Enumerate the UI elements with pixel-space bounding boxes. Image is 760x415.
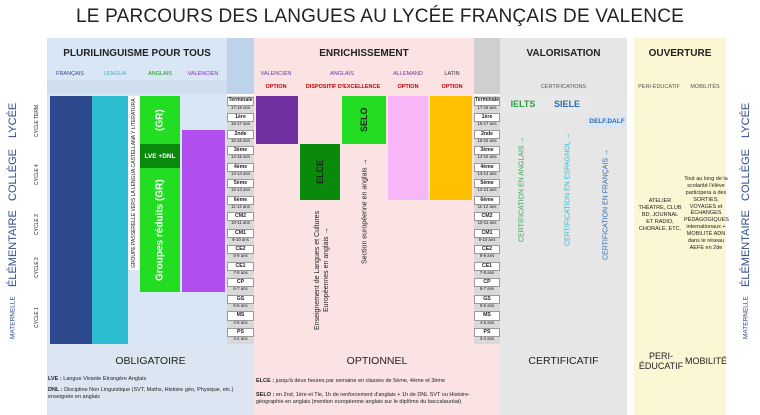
grade-age: 6-7 ans xyxy=(233,286,248,292)
grade-age: 8-9 ans xyxy=(233,253,248,259)
grade-age: 10-11 ans xyxy=(231,220,250,226)
level-lycee-left: LYCÉE xyxy=(7,102,19,138)
bar-enr-allemand xyxy=(388,96,428,200)
siele-badge: SIELE xyxy=(546,96,588,112)
grade-age: 5-6 ans xyxy=(233,302,248,308)
grade-name: 2nde xyxy=(474,130,500,139)
footer-certificatif: CERTIFICATIF xyxy=(528,355,599,367)
sub-francais: FRANÇAIS xyxy=(56,71,84,77)
legend-dnl-abbr: DNL : xyxy=(48,387,63,393)
grade-name: 1ère xyxy=(474,113,500,122)
grade-age: 16-17 ans xyxy=(230,121,251,127)
grade-name: CE2 xyxy=(474,245,500,254)
grade-name: MS xyxy=(474,311,500,320)
grade-name: 4ème xyxy=(227,163,254,172)
grade-name: Terminale xyxy=(474,97,500,106)
option-valencien: OPTION xyxy=(265,84,287,90)
cert-francais: CERTIFICATION EN FRANÇAIS → xyxy=(602,149,610,261)
grade-name: 3ème xyxy=(474,146,500,155)
delf-badge: DELF.DALF xyxy=(588,115,626,128)
level-elementaire-left: ÉLÉMENTAIRE xyxy=(7,210,19,288)
grade-name: CP xyxy=(474,278,500,287)
cert-espagnol: CERTIFICATION EN ESPAGNOL → xyxy=(564,132,572,246)
level-college-right: COLLÈGE xyxy=(740,149,752,201)
grade-name: 6ème xyxy=(474,196,500,205)
grade-spine-left xyxy=(227,96,254,344)
grade-name: 5ème xyxy=(227,179,254,188)
cycle-4: CYCLE 4 xyxy=(34,164,40,186)
grade-name: CE1 xyxy=(474,262,500,271)
grade-name: GS xyxy=(474,295,500,304)
grade-age: 14-15 ans xyxy=(477,154,497,160)
footer-mobilite: MOBILITÉ xyxy=(684,356,727,366)
grade-name: 5ème xyxy=(474,179,500,188)
grade-name: CE2 xyxy=(227,245,254,254)
legend-dnl-def: Discipline Non Linguistique (SVT, Maths, Histoire géo, Physique, etc.) enseignée en anglais xyxy=(48,387,234,400)
grade-name: 2nde xyxy=(227,130,254,139)
passerelle-label: GROUPE PASSERELLE VERS LA LENGUA CASTELLANA Y LITERATURA xyxy=(131,98,137,268)
grade-age: 8-9 ans xyxy=(479,253,495,259)
grade-age: 17-18 ans xyxy=(230,104,251,110)
enrichissement-header: ENRICHISSEMENT xyxy=(319,47,409,59)
grade-name: 1ère xyxy=(227,113,254,122)
grade-name: CM1 xyxy=(227,229,254,238)
grade-age: 17-18 ans xyxy=(477,104,497,110)
peri-educatif-text: ATELIER THÉATRE, CLUB BD, JOURNAL ET RADIO, CHORALE, ETC. xyxy=(638,198,682,232)
elce-label: ELCE xyxy=(315,160,325,185)
grade-age: 3-4 ans xyxy=(479,336,495,342)
legend-lve-def: Langue Vivante Etrangère Anglais xyxy=(63,376,147,382)
bar-francais xyxy=(50,96,92,344)
sub-enr-allemand: ALLEMAND xyxy=(393,71,423,77)
bar-valencien xyxy=(182,130,225,292)
mobilites-text: Tout au long de la scolarité l'élève participera à des SORTIES, VOYAGES et ÉCHANGES PÉDAGOGIQUES internationaux + MOBILITÉ ADN dans le réseau AEFE en 2de xyxy=(684,176,729,251)
grade-age: 13-14 ans xyxy=(230,170,251,176)
footer-optionnel: OPTIONNEL xyxy=(346,355,408,367)
bar-lengua xyxy=(92,96,128,344)
grade-name: MS xyxy=(227,311,254,320)
grade-name: CM1 xyxy=(474,229,500,238)
cert-anglais: CERTIFICATION EN ANGLAIS → xyxy=(518,136,526,242)
grade-name: CE1 xyxy=(227,262,254,271)
grade-spine-header xyxy=(227,38,254,94)
option-dispositif: DISPOSITIF D'EXCELLENCE xyxy=(305,84,381,90)
grade-age: 5-6 ans xyxy=(479,302,495,308)
grade-age: 12-13 ans xyxy=(230,187,251,193)
level-college-left: COLLÈGE xyxy=(7,149,19,201)
grade-name: PS xyxy=(227,328,254,337)
grade-name: GS xyxy=(227,295,254,304)
level-elementaire-right: ÉLÉMENTAIRE xyxy=(740,210,752,288)
grade-age: 4-5 ans xyxy=(233,319,248,325)
legend-selo-def: en 2nd, 1ère et Tle, 1h de renforcement d'anglais + 1h de DNL SVT ou Histoire-géographie en anglais (mention européenne anglais sur le diplôme du baccalauréat) xyxy=(256,392,470,405)
legend-dnl xyxy=(48,387,248,401)
cycle-terminale: CYCLE TERM. xyxy=(34,103,40,137)
grade-age: 4-5 ans xyxy=(479,319,495,325)
ielts-badge: IELTS xyxy=(502,96,544,112)
level-maternelle-left: MATERNELLE xyxy=(9,296,17,340)
bar-enr-valencien xyxy=(256,96,298,144)
grade-name: CM2 xyxy=(474,212,500,221)
grade-age: 3-4 ans xyxy=(233,336,248,342)
legend-elce-abbr: ELCE : xyxy=(256,378,275,384)
legend-lve-abbr: LVE : xyxy=(48,376,62,382)
grade-name: 3ème xyxy=(227,146,254,155)
sub-mobilites: MOBILITÉS xyxy=(690,84,720,90)
grade-name: 4ème xyxy=(474,163,500,172)
grade-name: CM2 xyxy=(227,212,254,221)
grade-age: 13-14 ans xyxy=(477,170,497,176)
grade-age: 12-13 ans xyxy=(477,187,497,193)
cycle-3: CYCLE 3 xyxy=(34,214,40,236)
grade-age: 6-7 ans xyxy=(479,286,495,292)
legend-elce-def: jusqu'à deux heures par semaine en classes de 5ème, 4ème et 3ème xyxy=(275,378,446,384)
grade-age: 14-15 ans xyxy=(230,154,251,160)
grade-age: 11-12 ans xyxy=(231,203,250,209)
grade-name: PS xyxy=(474,328,500,337)
plurilinguisme-sub-line xyxy=(47,80,227,94)
grade-name: Terminale xyxy=(227,97,254,106)
grade-age: 15-16 ans xyxy=(230,137,251,143)
grade-age: 15-16 ans xyxy=(477,137,497,143)
selo-label: SELO xyxy=(359,107,369,133)
sub-enr-valencien: VALENCIEN xyxy=(260,71,292,77)
gr-label-top: (GR) xyxy=(154,109,166,131)
sub-certifications: CERTIFICATIONS xyxy=(540,84,587,90)
grade-age: 9-10 ans xyxy=(232,236,249,242)
sub-enr-latin: LATIN xyxy=(444,71,460,77)
sub-peri-educatif: PERI-ÉDUCATIF xyxy=(638,84,680,90)
selo-long-label: Section européenne en anglais → xyxy=(361,158,369,264)
bar-enr-latin xyxy=(430,96,472,200)
footer-peri: PERI-ÉDUCATIF xyxy=(638,351,684,371)
legend-lve xyxy=(48,376,248,383)
grade-age: 9-10 ans xyxy=(478,236,496,242)
sub-enr-anglais: ANGLAIS xyxy=(330,71,354,77)
option-latin: OPTION xyxy=(441,84,463,90)
sub-valencien: VALENCIEN xyxy=(187,71,219,77)
grade-age: 11-12 ans xyxy=(477,203,497,209)
plurilinguisme-header: PLURILINGUISME POUR TOUS xyxy=(63,47,211,59)
gr-label-bottom: Groupes réduits (GR) xyxy=(154,179,166,281)
page-title: LE PARCOURS DES LANGUES AU LYCÉE FRANÇAIS DE VALENCE xyxy=(75,6,684,27)
legend-selo-abbr: SELO : xyxy=(256,392,275,398)
level-lycee-right: LYCÉE xyxy=(740,102,752,138)
grade-age: 10-11 ans xyxy=(477,220,497,226)
ouverture-header: OUVERTURE xyxy=(648,47,712,59)
cycle-1: CYCLE 1 xyxy=(34,307,40,329)
sub-lengua: LENGUA xyxy=(103,71,127,77)
sub-anglais: ANGLAIS xyxy=(148,71,172,77)
footer-obligatoire: OBLIGATOIRE xyxy=(115,355,186,367)
legend-selo xyxy=(256,392,496,406)
grade-name: 6ème xyxy=(227,196,254,205)
legend-elce xyxy=(256,378,496,385)
grade-age: 7-8 ans xyxy=(479,269,495,275)
cycle-2: CYCLE 2 xyxy=(34,257,40,279)
grade-spine-right xyxy=(474,96,500,344)
grade-age: 7-8 ans xyxy=(233,269,248,275)
lve-dnl-label: LVE +DNL xyxy=(140,144,180,168)
valorisation-header: VALORISATION xyxy=(526,47,601,59)
option-allemand: OPTION xyxy=(397,84,419,90)
elce-long-label: Enseignement de Langues et Cultures Européennes en anglais → xyxy=(313,210,330,330)
grade-spine-header-right xyxy=(474,38,500,94)
grade-name: CP xyxy=(227,278,254,287)
level-maternelle-right: MATERNELLE xyxy=(742,296,750,340)
grade-age: 16-17 ans xyxy=(477,121,497,127)
